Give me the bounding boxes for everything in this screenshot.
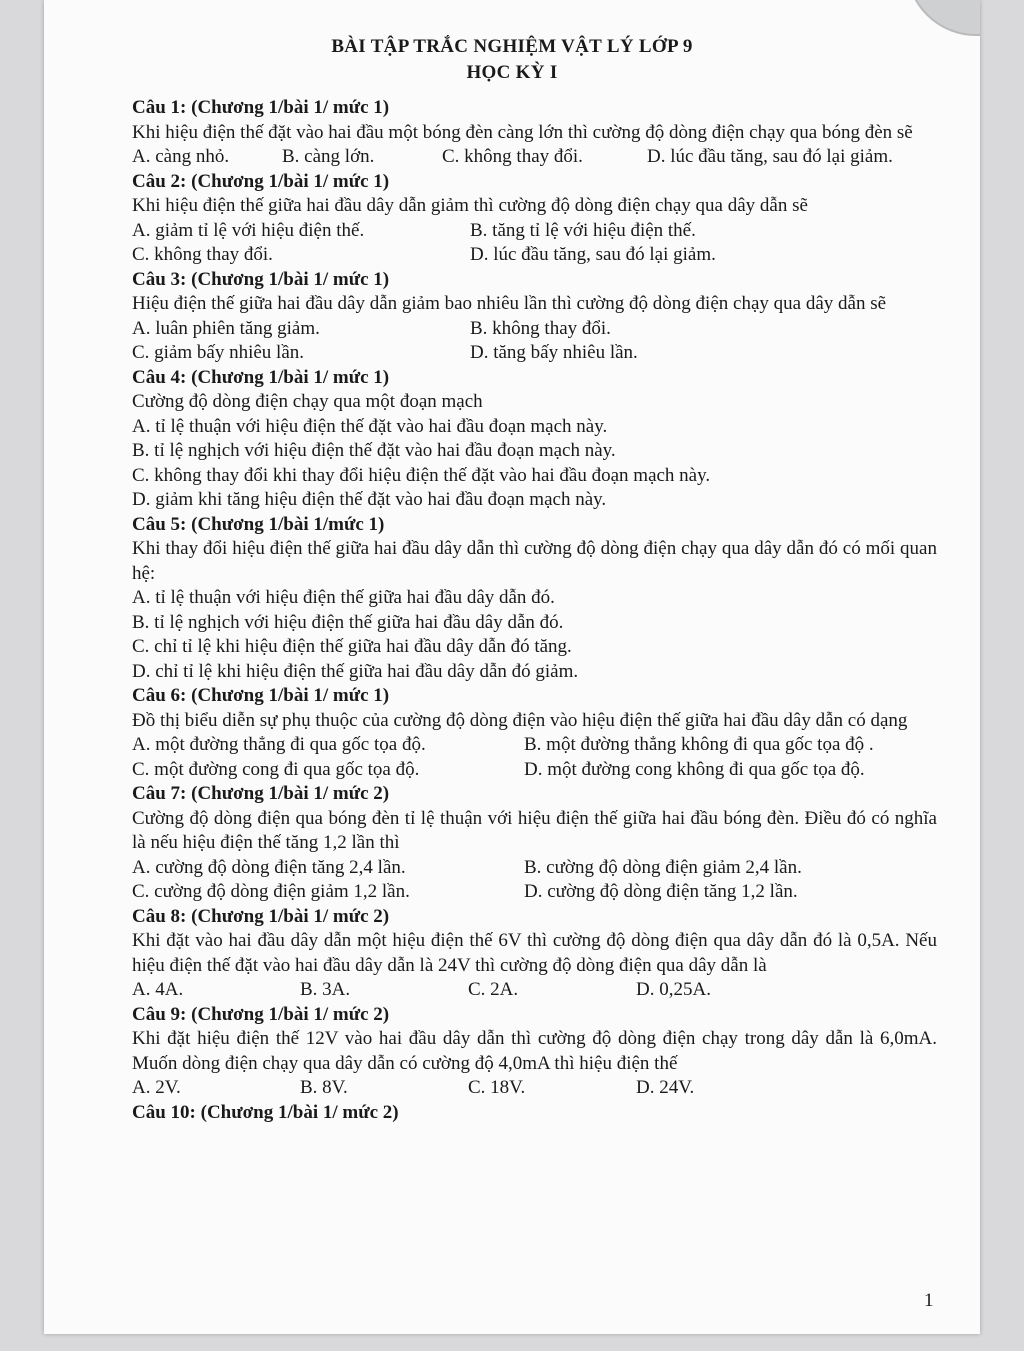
option-d: D. lúc đầu tăng, sau đó lại giảm. — [647, 146, 893, 167]
document-subtitle: HỌC KỲ I — [466, 62, 558, 83]
question-text: Cường độ dòng điện chạy qua một đoạn mạch — [132, 391, 483, 412]
option-b: B. 8V. — [300, 1077, 348, 1098]
question-text: Khi thay đổi hiệu điện thế giữa hai đầu dây dẫn thì cường độ dòng điện chạy qua dây dẫn đó có mối quan hệ: — [132, 538, 937, 584]
option-a: A. luân phiên tăng giảm. — [132, 317, 320, 339]
option-a: A. tỉ lệ thuận với hiệu điện thế đặt vào hai đầu đoạn mạch này. — [132, 415, 608, 437]
question-header: Câu 4: (Chương 1/bài 1/ mức 1) — [132, 366, 390, 388]
option-b: B. không thay đổi. — [470, 317, 611, 339]
question-header: Câu 1: (Chương 1/bài 1/ mức 1) — [132, 97, 390, 118]
question-1 — [132, 96, 937, 170]
corner-object — [906, 0, 980, 36]
question-10 — [132, 1101, 937, 1126]
options-row — [132, 978, 937, 1003]
question-list — [132, 96, 937, 1125]
question-6 — [132, 684, 937, 782]
question-header: Câu 10: (Chương 1/bài 1/ mức 2) — [132, 1101, 399, 1123]
option-c: C. chỉ tỉ lệ khi hiệu điện thế giữa hai đầu dây dẫn đó tăng. — [132, 636, 572, 657]
question-text: Khi đặt hiệu điện thế 12V vào hai đầu dây dẫn thì cường độ dòng điện chạy trong dây dẫn là 6,0mA. Muốn dòng điện chạy qua dây dẫn có cường độ 4,0mA thì hiệu điện thế — [132, 1028, 937, 1074]
option-d: D. lúc đầu tăng, sau đó lại giảm. — [470, 244, 716, 265]
options-row — [132, 880, 937, 905]
option-b: B. 3A. — [300, 979, 351, 1000]
option-b: B. cường độ dòng điện giảm 2,4 lần. — [524, 856, 802, 878]
option-a: A. cường độ dòng điện tăng 2,4 lần. — [132, 856, 406, 878]
question-header: Câu 5: (Chương 1/bài 1/mức 1) — [132, 513, 385, 535]
question-4 — [132, 366, 937, 513]
document-page — [44, 0, 980, 1334]
question-text: Đồ thị biểu diễn sự phụ thuộc của cường độ dòng điện vào hiệu điện thế giữa hai đầu dây dẫn có dạng — [132, 709, 908, 731]
options-row — [132, 856, 937, 881]
options-row — [132, 145, 937, 170]
question-7 — [132, 782, 937, 905]
option-c: C. 2A. — [468, 979, 519, 1000]
option-b: B. một đường thẳng không đi qua gốc tọa độ . — [524, 734, 874, 755]
question-header: Câu 7: (Chương 1/bài 1/ mức 2) — [132, 783, 390, 804]
question-header: Câu 2: (Chương 1/bài 1/ mức 1) — [132, 170, 390, 192]
option-b: B. tăng tỉ lệ với hiệu điện thế. — [470, 219, 696, 241]
option-c: C. một đường cong đi qua gốc tọa độ. — [132, 758, 420, 780]
option-b: B. tỉ lệ nghịch với hiệu điện thế giữa hai đầu dây dẫn đó. — [132, 611, 564, 633]
question-9 — [132, 1003, 937, 1101]
option-a: A. một đường thẳng đi qua gốc tọa độ. — [132, 734, 426, 755]
option-a: A. 4A. — [132, 979, 184, 1000]
question-8 — [132, 905, 937, 1003]
option-c: C. không thay đổi. — [132, 244, 273, 265]
option-a: A. càng nhỏ. — [132, 146, 230, 167]
options-row — [132, 219, 937, 244]
question-header: Câu 9: (Chương 1/bài 1/ mức 2) — [132, 1003, 390, 1025]
options-row — [132, 733, 937, 758]
option-d: D. giảm khi tăng hiệu điện thế đặt vào hai đầu đoạn mạch này. — [132, 489, 607, 510]
question-2 — [132, 170, 937, 268]
question-3 — [132, 268, 937, 366]
option-a: A. tỉ lệ thuận với hiệu điện thế giữa hai đầu dây dẫn đó. — [132, 587, 555, 608]
option-d: D. chỉ tỉ lệ khi hiệu điện thế giữa hai đầu dây dẫn đó giảm. — [132, 660, 579, 682]
option-b: B. tỉ lệ nghịch với hiệu điện thế đặt vào hai đầu đoạn mạch này. — [132, 440, 616, 461]
question-header: Câu 3: (Chương 1/bài 1/ mức 1) — [132, 268, 390, 290]
question-text: Hiệu điện thế giữa hai đầu dây dẫn giảm bao nhiêu lần thì cường độ dòng điện chạy qua dây dẫn sẽ — [132, 293, 887, 314]
option-d: D. cường độ dòng điện tăng 1,2 lần. — [524, 881, 798, 902]
options-row — [132, 341, 937, 366]
option-a: A. giảm tỉ lệ với hiệu điện thế. — [132, 219, 365, 241]
question-text: Khi đặt vào hai đầu dây dẫn một hiệu điện thế 6V thì cường độ dòng điện qua dây dẫn đó là 0,5A. Nếu hiệu điện thế đặt vào hai đầu dây dẫn là 24V thì cường độ dòng điện qua dây dẫn là — [132, 930, 937, 976]
options-row — [132, 1076, 937, 1101]
question-text: Cường độ dòng điện qua bóng đèn tỉ lệ thuận với hiệu điện thế giữa hai đầu bóng đèn. Điều đó có nghĩa là nếu hiệu điện thế tăng 1,2 lần thì — [132, 807, 937, 853]
question-text: Khi hiệu điện thế giữa hai đầu dây dẫn giảm thì cường độ dòng điện chạy qua dây dẫn sẽ — [132, 195, 808, 216]
option-c: C. cường độ dòng điện giảm 1,2 lần. — [132, 881, 410, 902]
option-a: A. 2V. — [132, 1077, 181, 1098]
option-d: D. 24V. — [636, 1077, 695, 1098]
question-header: Câu 6: (Chương 1/bài 1/ mức 1) — [132, 685, 390, 706]
option-c: C. không thay đổi. — [442, 146, 583, 167]
options-row — [132, 243, 937, 268]
question-text: Khi hiệu điện thế đặt vào hai đầu một bóng đèn càng lớn thì cường độ dòng điện chạy qua bóng đèn sẽ — [132, 121, 913, 143]
option-d: D. tăng bấy nhiêu lần. — [470, 342, 638, 363]
option-c: C. giảm bấy nhiêu lần. — [132, 342, 305, 363]
option-c: C. không thay đổi khi thay đổi hiệu điện thế đặt vào hai đầu đoạn mạch này. — [132, 464, 711, 486]
page-number: 1 — [924, 1290, 934, 1311]
option-c: C. 18V. — [468, 1077, 526, 1098]
option-d: D. một đường cong không đi qua gốc tọa độ. — [524, 758, 865, 780]
option-b: B. càng lớn. — [282, 146, 375, 167]
option-d: D. 0,25A. — [636, 979, 711, 1000]
question-header: Câu 8: (Chương 1/bài 1/ mức 2) — [132, 905, 390, 927]
options-row — [132, 758, 937, 783]
question-5 — [132, 513, 937, 685]
options-row — [132, 317, 937, 342]
document-title: BÀI TẬP TRẮC NGHIỆM VẬT LÝ LỚP 9 — [331, 36, 693, 57]
